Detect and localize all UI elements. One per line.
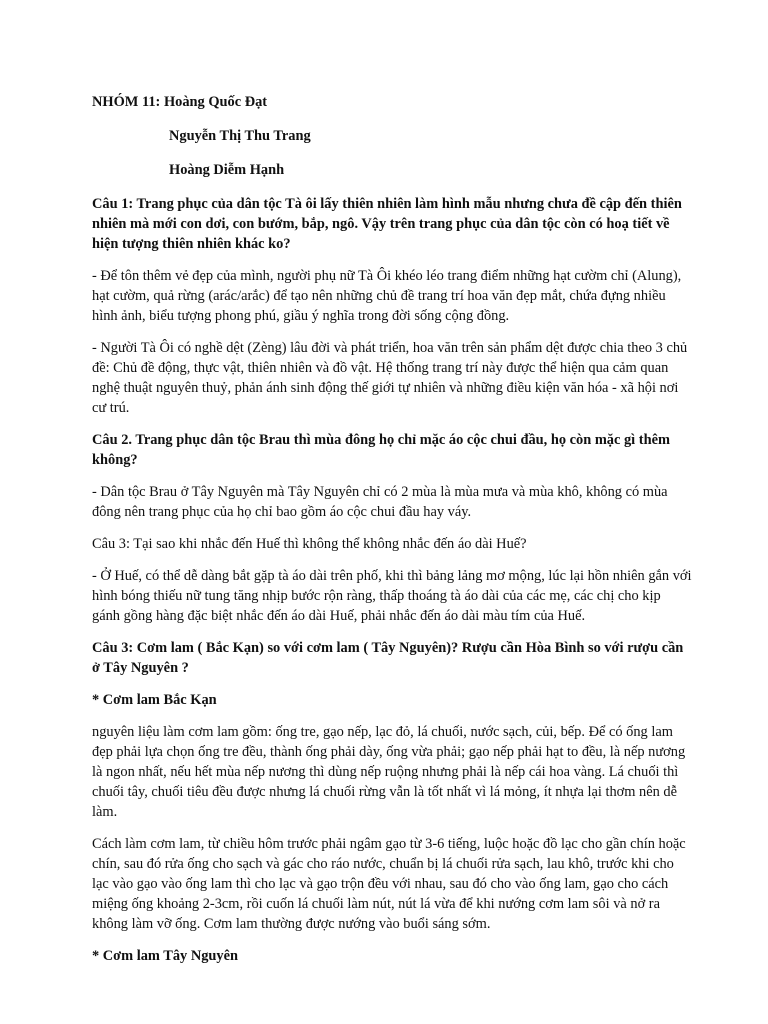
question-2: Câu 2. Trang phục dân tộc Brau thì mùa đông họ chỉ mặc áo cộc chui đầu, họ còn mặc gì thêm không? xyxy=(92,432,670,468)
subheading-com-lam-tay-nguyen: * Cơm lam Tây Nguyên xyxy=(92,948,239,964)
question-3-com-lam: Câu 3: Cơm lam ( Bắc Kạn) so với cơm lam ( Tây Nguyên)? Rượu cần Hòa Bình so với rượu cần ở Tây Nguyên ? xyxy=(92,640,684,676)
com-lam-bac-kan-method: Cách làm cơm lam, từ chiều hôm trước phải ngâm gạo từ 3-6 tiếng, luộc hoặc đồ lạc cho gần chín hoặc chín, sau đó rửa ống cho sạch và gác cho ráo nước, chuẩn bị lá chuối rửa sạch, lau khô, trước khi cho lạc vào gạo vào ống lam thì cho lạc và gạo trộn đều với nhau, sau đó cho vào ống lam, gạo cho cách miệng ống khoảng 2-3cm, rồi cuốn lá chuối làm nút, nút lá vừa để khi nướng cơm lam sôi và nở ra không làm vỡ ống. Cơm lam thường được nướng vào buổi sáng sớm. xyxy=(92,836,686,932)
member-name-3: Hoàng Diễm Hạnh xyxy=(169,162,285,178)
subheading-com-lam-bac-kan: * Cơm lam Bắc Kạn xyxy=(92,692,217,708)
com-lam-bac-kan-ingredients: nguyên liệu làm cơm lam gồm: ống tre, gạo nếp, lạc đỏ, lá chuối, nước sạch, củi, bếp. Để có ống lam đẹp phải lựa chọn ống tre đều, thành ống phải dày, ống vừa phải; gạo nếp phải hạt to đều, là nếp nương là ngon nhất, nếu hết mùa nếp nương thì dùng nếp ruộng nhưng phải là nếp cái hoa vàng. Lá chuối thì chuối tây, chuối tiêu đều được nhưng lá chuối rừng vẫn là tốt nhất vì lá mỏng, ít nhựa lại thơm nên dễ làm. xyxy=(92,724,686,820)
document-page xyxy=(92,92,692,978)
group-title: NHÓM 11: Hoàng Quốc Đạt xyxy=(92,94,268,110)
answer-1-paragraph-1: - Để tôn thêm vẻ đẹp của mình, người phụ nữ Tà Ôi khéo léo trang điểm những hạt cườm chỉ (Alung), hạt cườm, quả rừng (arác/arắc) để tạo nên những chủ đề trang trí hoa văn đẹp mắt, chứa đựng nhiều hình ảnh, biểu tượng phong phú, giầu ý nghĩa trong đời sống cộng đồng. xyxy=(92,268,682,324)
question-3-hue: Câu 3: Tại sao khi nhắc đến Huế thì không thể không nhắc đến áo dài Huế? xyxy=(92,536,527,552)
question-1: Câu 1: Trang phục của dân tộc Tà ôi lấy thiên nhiên làm hình mẫu nhưng chưa đề cập đến thiên nhiên mà mới con dơi, con bướm, bắp, ngô. Vậy trên trang phục của dân tộc còn có hoạ tiết về hiện tượng thiên nhiên khác ko? xyxy=(92,196,682,252)
answer-2: - Dân tộc Brau ở Tây Nguyên mà Tây Nguyên chỉ có 2 mùa là mùa mưa và mùa khô, không có mùa đông nên trang phục của họ chỉ bao gồm áo cộc chui đầu hay váy. xyxy=(92,484,668,520)
answer-3-hue: - Ở Huế, có thể dễ dàng bắt gặp tà áo dài trên phố, khi thì bảng lảng mơ mộng, lúc lại hồn nhiên gắn với hình bóng thiếu nữ tung tăng nhịp bước rộn ràng, thấp thoáng tà áo dài của các mẹ, các chị cho kịp gánh gồng hàng đặc biệt nhắc đến áo dài Huế, phải nhắc đến áo dài màu tím của Huế. xyxy=(92,568,692,624)
answer-1-paragraph-2: - Người Tà Ôi có nghề dệt (Zèng) lâu đời và phát triển, hoa văn trên sản phẩm dệt được chia theo 3 chủ đề: Chủ đề động, thực vật, thiên nhiên và đồ vật. Hệ thống trang trí này được thể hiện qua cảm quan nghệ thuật nguyên thuỷ, phản ánh sinh động thế giới tự nhiên và những điều kiện văn hóa - xã hội nơi cư trú. xyxy=(92,340,688,416)
member-name-2: Nguyễn Thị Thu Trang xyxy=(169,128,311,144)
